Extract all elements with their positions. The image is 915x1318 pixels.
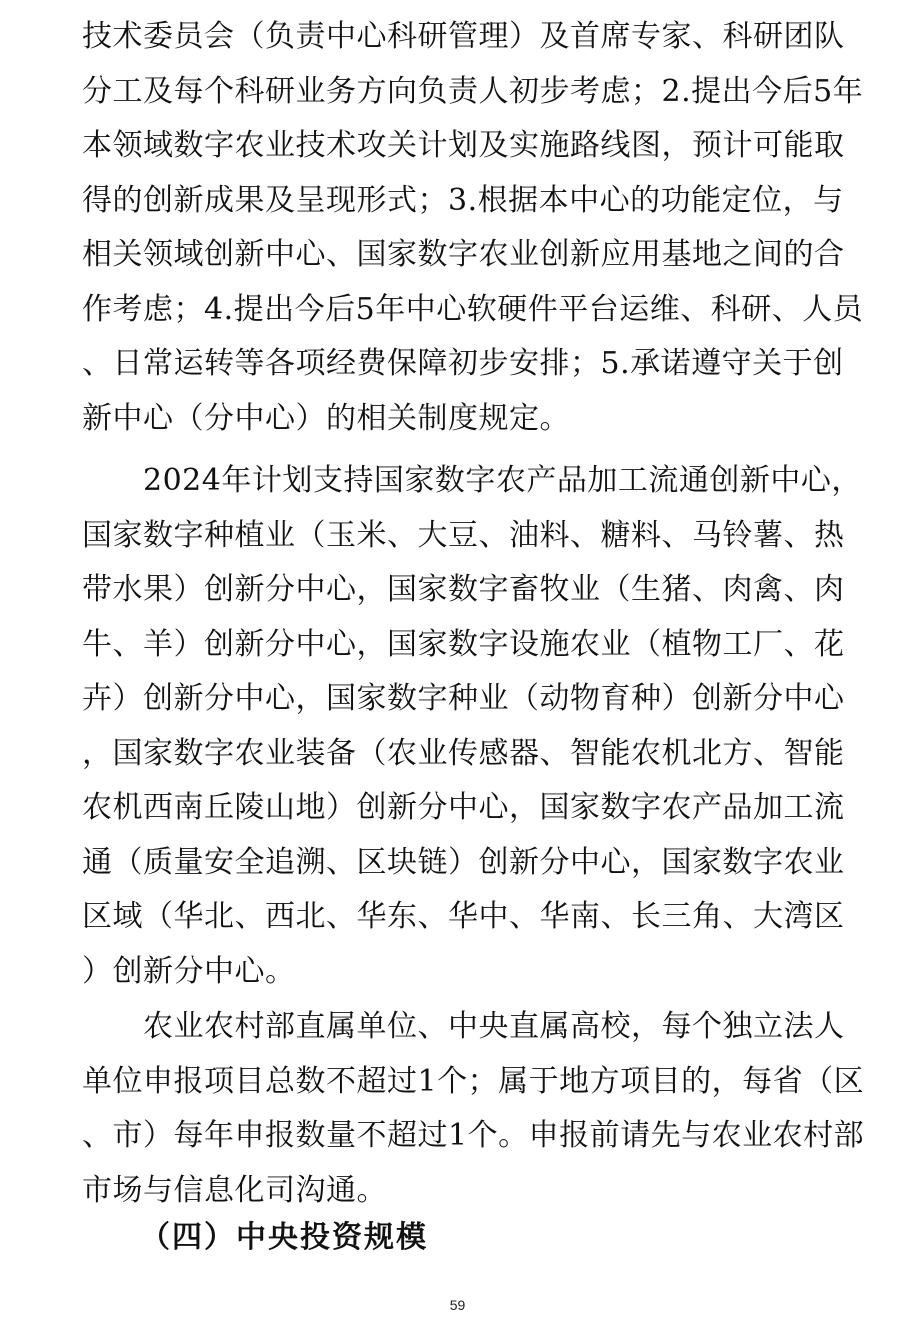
text-line: 、市）每年申报数量不超过1个。申报前请先与农业农村部 bbox=[82, 1118, 865, 1153]
paragraph-3 bbox=[82, 1000, 865, 1218]
text-line: 通（质量安全追溯、区块链）创新分中心，国家数字农业 bbox=[82, 844, 845, 880]
text-line: 2024年计划支持国家数字农产品加工流通创新中心， bbox=[82, 463, 862, 498]
text-line: 国家数字种植业（玉米、大豆、油料、糖料、马铃薯、热 bbox=[82, 517, 845, 553]
text-line: 区域（华北、西北、华东、华中、华南、长三角、大湾区 bbox=[82, 899, 845, 934]
text-line: 市场与信息化司沟通。 bbox=[82, 1172, 387, 1208]
page-number: 59 bbox=[449, 1297, 466, 1313]
section-heading: （四）中央投资规模 bbox=[140, 1220, 428, 1255]
text-line: 单位申报项目总数不超过1个；属于地方项目的，每省（区 bbox=[82, 1063, 865, 1099]
text-line: 农机西南丘陵山地）创新分中心，国家数字农产品加工流 bbox=[82, 790, 845, 825]
text-line: 新中心（分中心）的相关制度规定。 bbox=[82, 400, 570, 436]
text-line: 分工及每个科研业务方向负责人初步考虑；2.提出今后5年 bbox=[82, 73, 864, 109]
text-line: 得的创新成果及呈现形式；3.根据本中心的功能定位，与 bbox=[82, 182, 844, 218]
text-line: 带水果）创新分中心，国家数字畜牧业（生猪、肉禽、肉 bbox=[82, 572, 845, 607]
text-line: 卉）创新分中心，国家数字种业（动物育种）创新分中心 bbox=[82, 681, 845, 716]
paragraph-2 bbox=[82, 454, 862, 999]
text-line: 相关领域创新中心、国家数字农业创新应用基地之间的合 bbox=[82, 237, 845, 272]
text-line: 农业农村部直属单位、中央直属高校，每个独立法人 bbox=[82, 1009, 845, 1044]
text-line: 本领域数字农业技术攻关计划及实施路线图，预计可能取 bbox=[82, 128, 845, 163]
text-line: 技术委员会（负责中心科研管理）及首席专家、科研团队 bbox=[82, 19, 845, 54]
text-line: 、日常运转等各项经费保障初步安排；5.承诺遵守关于创 bbox=[82, 346, 844, 381]
text-line: 作考虑；4.提出今后5年中心软硬件平台运维、科研、人员 bbox=[82, 291, 864, 327]
paragraph-1 bbox=[82, 10, 864, 446]
text-line: ，国家数字农业装备（农业传感器、智能农机北方、智能 bbox=[82, 735, 845, 771]
text-line: ）创新分中心。 bbox=[82, 953, 296, 989]
text-line: 牛、羊）创新分中心，国家数字设施农业（植物工厂、花 bbox=[82, 626, 845, 662]
